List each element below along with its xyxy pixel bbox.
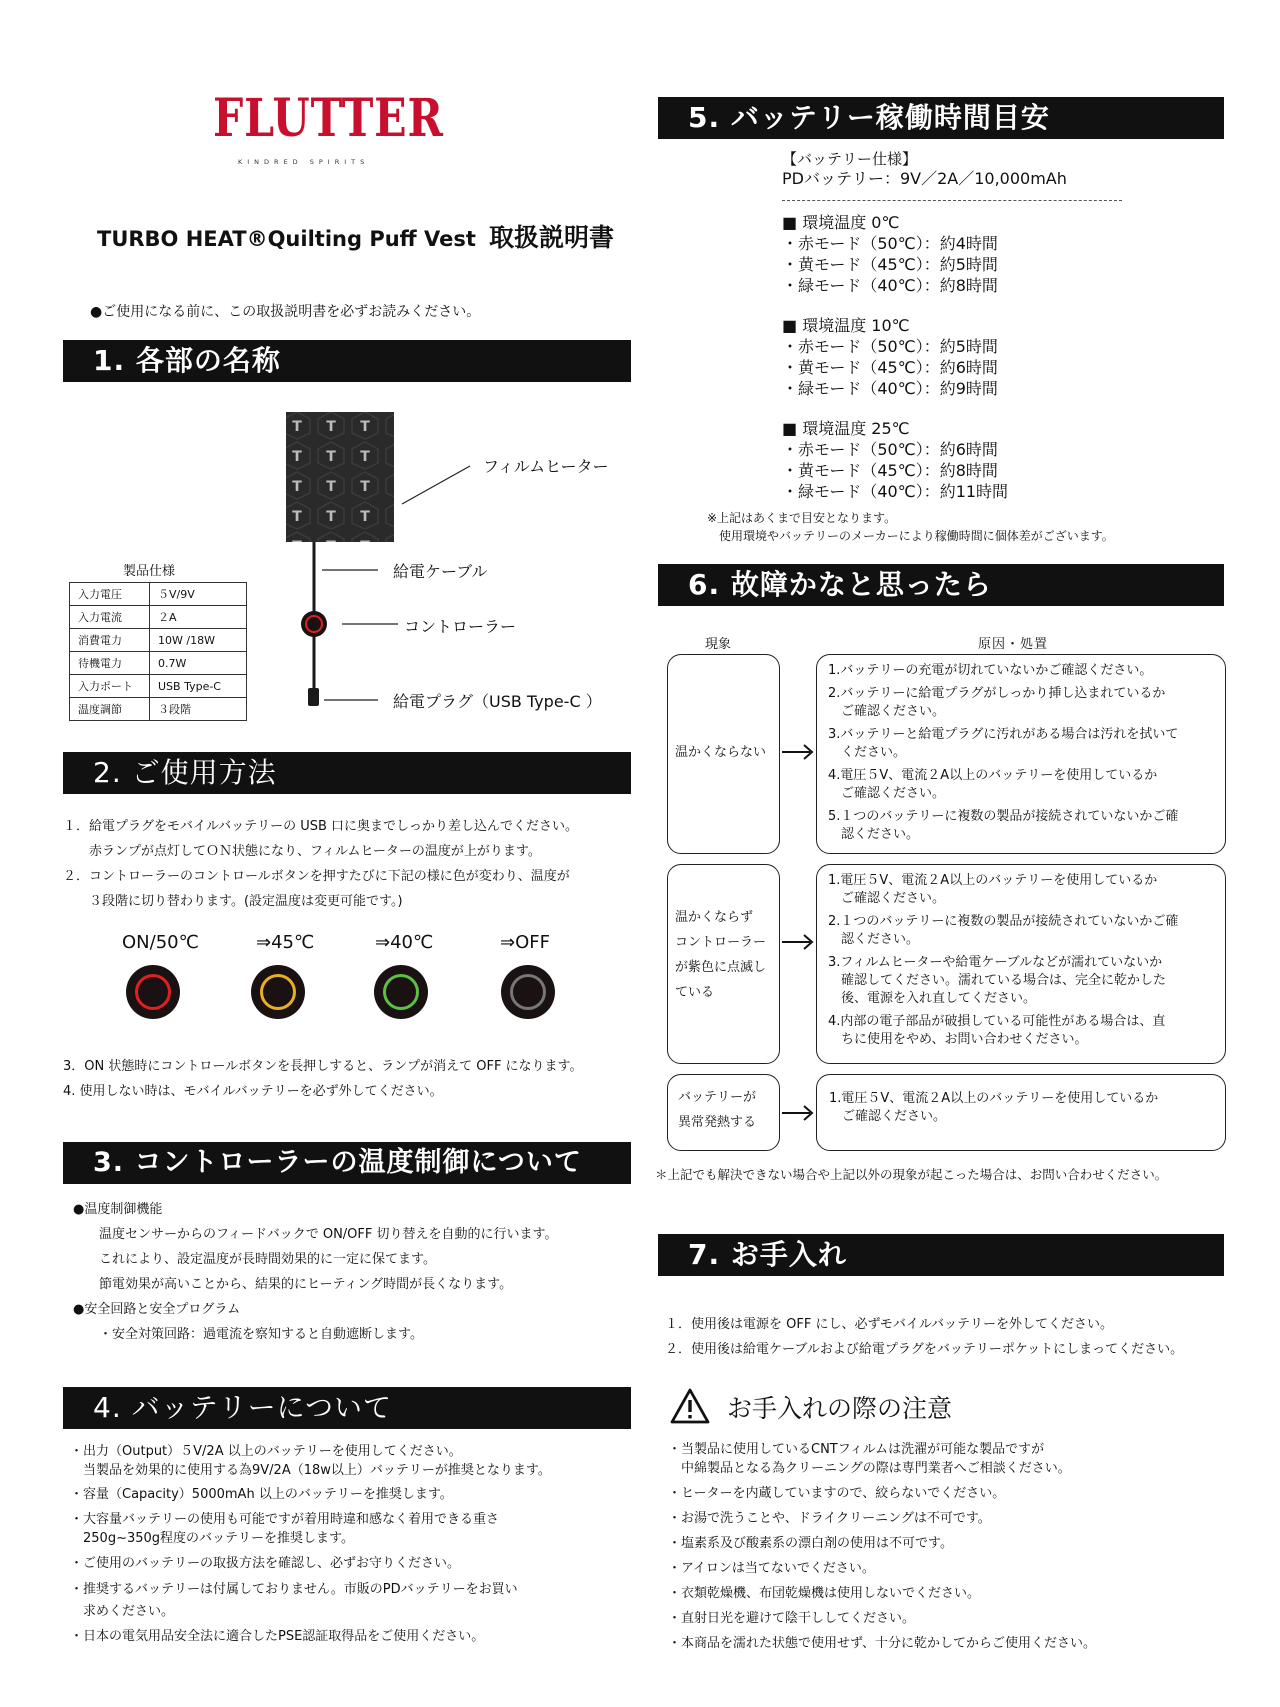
temp-line: ●安全回路と安全プログラム bbox=[73, 1302, 241, 1317]
cause-box-2 bbox=[816, 1074, 1226, 1151]
mode-label-45: ⇒45℃ bbox=[256, 932, 315, 953]
battery-line: ・出力（Output）５V/2A 以上のバッテリーを使用してください。 bbox=[70, 1444, 462, 1459]
runtime-note-1: ※上記はあくまで目安となります。 bbox=[707, 511, 897, 525]
spec-value: ３段階 bbox=[150, 698, 247, 721]
arrow-icon bbox=[780, 740, 818, 764]
symptom-line: 異常発熱する bbox=[678, 1115, 757, 1130]
brand-logo bbox=[213, 88, 494, 149]
battery-line: 求めください。 bbox=[70, 1604, 175, 1619]
mode-ring-light bbox=[383, 974, 419, 1010]
controller-off-ring bbox=[501, 965, 555, 1019]
battery-spec-head: 【バッテリー仕様】 bbox=[782, 150, 918, 168]
battery-line: ・推奨するバッテリーは付属しておりません。市販のPDバッテリーをお買い bbox=[70, 1582, 518, 1597]
section-7-title: 7. お手入れ bbox=[658, 1234, 1224, 1276]
mode-ring-light bbox=[510, 974, 546, 1010]
usage-line: 4. 使用しない時は、モバイルバッテリーを必ず外してください。 bbox=[63, 1084, 443, 1099]
spec-key: 消費電力 bbox=[70, 629, 150, 652]
battery-line: 当製品を効果的に使用する為9V/2A（18w以上）バッテリーが推奨となります。 bbox=[70, 1463, 551, 1478]
cause-item: 5.１つのバッテリーに複数の製品が接続されていないかご確 認ください。 bbox=[828, 809, 1179, 842]
usage-steps-2 bbox=[63, 1054, 583, 1104]
spec-key: 温度調節 bbox=[70, 698, 150, 721]
battery-spec-value: PDバッテリー：9V／2A／10,000mAh bbox=[782, 169, 1067, 188]
cause-item: 4.電圧５V、電流２A以上のバッテリーを使用しているか ご確認ください。 bbox=[828, 768, 1158, 801]
spec-row bbox=[70, 698, 247, 721]
spec-value: ５V/9V bbox=[150, 583, 247, 606]
runtime-row: ・黄モード（45℃）：約8時間 bbox=[782, 461, 998, 480]
care-line: ２．使用後は給電ケーブルおよび給電プラグをバッテリーポケットにしまってください。 bbox=[665, 1342, 1184, 1357]
caution-item: ・当製品に使用しているCNTフィルムは洗濯が可能な製品ですが 中綿製品となる為クリーニングの際は専門業者へご相談ください。 bbox=[668, 1442, 1071, 1476]
product-name: TURBO HEAT®Quilting Puff Vest bbox=[97, 227, 476, 251]
spec-key: 入力電圧 bbox=[70, 583, 150, 606]
symptom-text bbox=[678, 1085, 756, 1135]
cause-item: 1.電圧５V、電流２A以上のバッテリーを使用しているか ご確認ください。 bbox=[828, 873, 1158, 906]
section-3-title: 3. コントローラーの温度制御について bbox=[63, 1142, 631, 1184]
runtime-row: ・赤モード（50℃）：約5時間 bbox=[782, 337, 998, 356]
spec-value: 0.7W bbox=[150, 652, 247, 675]
mode-label-on: ON/50℃ bbox=[122, 932, 199, 953]
spec-row bbox=[70, 606, 247, 629]
label-plug: 給電プラグ（USB Type-C ） bbox=[393, 692, 602, 711]
cause-item: 3.フィルムヒーターや給電ケーブルなどが濡れていないか 確認してください。濡れている場合は、完全に乾かした 後、電源を入れ直してください。 bbox=[828, 955, 1167, 1006]
spec-row bbox=[70, 629, 247, 652]
controller-red-ring bbox=[126, 965, 180, 1019]
temp-line: これにより、設定温度が長時間効果的に一定に保てます。 bbox=[73, 1252, 436, 1267]
spec-key: 入力ポート bbox=[70, 675, 150, 698]
symptom-line: が紫色に点滅し bbox=[675, 960, 767, 975]
symptom-text bbox=[675, 740, 766, 765]
cause-list bbox=[829, 1090, 1158, 1131]
cause-box-1 bbox=[816, 864, 1226, 1064]
usb-plug-diagram bbox=[308, 688, 319, 706]
cause-box-0 bbox=[816, 654, 1226, 854]
usage-line: ２．コントローラーのコントロールボタンを押すたびに下記の様に色が変わり、温度が bbox=[63, 869, 570, 884]
col-symptom: 現象 bbox=[705, 637, 732, 652]
runtime-group-0 bbox=[782, 212, 998, 296]
label-controller: コントローラー bbox=[404, 617, 517, 636]
runtime-group-1 bbox=[782, 315, 998, 399]
battery-line: ・大容量バッテリーの使用も可能ですが着用時違和感なく着用できる重さ bbox=[70, 1512, 500, 1527]
symptom-box-0 bbox=[667, 654, 780, 854]
controller-green-ring bbox=[374, 965, 428, 1019]
spec-row bbox=[70, 652, 247, 675]
mode-ring-light bbox=[260, 974, 296, 1010]
symptom-box-2 bbox=[667, 1074, 780, 1151]
arrow-icon bbox=[780, 930, 818, 954]
cause-item: 4.内部の電子部品が破損している可能性がある場合は、直 ちに使用をやめ、お問い合わせください。 bbox=[828, 1014, 1166, 1047]
caution-item: ・衣類乾燥機、布団乾燥機は使用しないでください。 bbox=[668, 1586, 981, 1601]
symptom-line: 温かくならず bbox=[675, 910, 754, 925]
runtime-row: ・赤モード（50℃）：約6時間 bbox=[782, 440, 998, 459]
cause-item: 2.１つのバッテリーに複数の製品が接続されていないかご確 認ください。 bbox=[828, 914, 1179, 947]
spec-key: 待機電力 bbox=[70, 652, 150, 675]
caution-item: ・アイロンは当てないでください。 bbox=[668, 1561, 875, 1576]
section-4-title: 4. バッテリーについて bbox=[63, 1387, 631, 1429]
symptom-box-1 bbox=[667, 864, 780, 1064]
symptom-line: 温かくならない bbox=[675, 745, 767, 760]
usage-line: ３段階に切り替わります。(設定温度は変更可能です。) bbox=[63, 894, 403, 909]
battery-spec-divider bbox=[782, 200, 1122, 201]
temp-line: ●温度制御機能 bbox=[73, 1202, 163, 1217]
controller-yellow-ring bbox=[251, 965, 305, 1019]
runtime-row: ・緑モード（40℃）：約8時間 bbox=[782, 276, 998, 295]
cause-item: 1.バッテリーの充電が切れていないかご確認ください。 bbox=[828, 663, 1153, 678]
brand-name: FLUTTER bbox=[213, 88, 444, 149]
runtime-row: ・黄モード（45℃）：約6時間 bbox=[782, 358, 998, 377]
spec-value: ２A bbox=[150, 606, 247, 629]
caution-item: ・塩素系及び酸素系の漂白剤の使用は不可です。 bbox=[668, 1536, 953, 1551]
section-5-title: 5. バッテリー稼働時間目安 bbox=[658, 97, 1224, 139]
battery-line: ・ご使用のバッテリーの取扱方法を確認し、必ずお守りください。 bbox=[70, 1556, 461, 1571]
doc-title bbox=[97, 218, 614, 254]
cause-list bbox=[828, 872, 1178, 1054]
spec-row bbox=[70, 675, 247, 698]
spec-row bbox=[70, 583, 247, 606]
temp-line: ・安全対策回路：過電流を察知すると自動遮断します。 bbox=[73, 1327, 423, 1342]
cause-item: 3.バッテリーと給電プラグに汚れがある場合は汚れを拭いて ください。 bbox=[828, 727, 1179, 760]
warning-icon bbox=[670, 1388, 710, 1424]
runtime-note bbox=[707, 509, 1114, 545]
mode-label-off: ⇒OFF bbox=[500, 932, 550, 953]
caution-title: お手入れの際の注意 bbox=[727, 1394, 953, 1423]
usage-line: １．給電プラグをモバイルバッテリーの USB 口に奥までしっかり差し込んでください。 bbox=[63, 819, 579, 834]
symptom-line: バッテリーが bbox=[678, 1090, 757, 1105]
label-film-heater: フィルムヒーター bbox=[483, 457, 609, 476]
battery-line: ・容量（Capacity）5000mAh 以上のバッテリーを推奨します。 bbox=[70, 1487, 453, 1502]
brand-tagline: KINDRED SPIRITS bbox=[238, 158, 370, 166]
caution-list bbox=[668, 1440, 1096, 1659]
doc-type: 取扱説明書 bbox=[488, 223, 614, 252]
spec-key: 入力電流 bbox=[70, 606, 150, 629]
label-cable: 給電ケーブル bbox=[393, 562, 488, 581]
usage-line: 3．ON 状態時にコントロールボタンを長押しすると、ランプが消えて OFF になります。 bbox=[63, 1059, 583, 1074]
mode-label-40: ⇒40℃ bbox=[375, 932, 434, 953]
cause-item: 1.電圧５V、電流２A以上のバッテリーを使用しているか ご確認ください。 bbox=[829, 1091, 1159, 1124]
battery-line: ・日本の電気用品安全法に適合したPSE認証取得品をご使用ください。 bbox=[70, 1629, 485, 1644]
battery-text bbox=[70, 1442, 551, 1646]
runtime-row: ・赤モード（50℃）：約4時間 bbox=[782, 234, 998, 253]
temp-control-text bbox=[73, 1197, 557, 1347]
temp-line: 温度センサーからのフィードバックで ON/OFF 切り替えを自動的に行います。 bbox=[73, 1227, 558, 1242]
section-2-title: 2. ご使用方法 bbox=[63, 752, 631, 794]
symptom-text bbox=[675, 905, 766, 1005]
troubleshoot-footnote: ＊上記でも解決できない場合や上記以外の現象が起こった場合は、お問い合わせください。 bbox=[655, 1167, 1168, 1182]
battery-spec bbox=[782, 150, 1067, 189]
temp-line: 節電効果が高いことから、結果的にヒーティング時間が長くなります。 bbox=[73, 1277, 513, 1292]
runtime-row: ・緑モード（40℃）：約9時間 bbox=[782, 379, 998, 398]
battery-line: 250g~350g程度のバッテリーを推奨します。 bbox=[70, 1531, 354, 1546]
cause-item: 2.バッテリーに給電プラグがしっかり挿し込まれているか ご確認ください。 bbox=[828, 686, 1166, 719]
runtime-env: ■ 環境温度 0℃ bbox=[782, 213, 900, 232]
usage-line: 赤ランプが点灯してＯＮ状態になり、フィルムヒーターの温度が上がります。 bbox=[63, 844, 541, 859]
film-heater-panel bbox=[286, 412, 394, 542]
symptom-line: コントローラー bbox=[675, 935, 767, 950]
caution-item: ・本商品を濡れた状態で使用せず、十分に乾かしてからご使用ください。 bbox=[668, 1636, 1096, 1651]
runtime-env: ■ 環境温度 25℃ bbox=[782, 419, 910, 438]
arrow-icon bbox=[780, 1101, 818, 1125]
mode-ring-light bbox=[135, 974, 171, 1010]
runtime-row: ・黄モード（45℃）：約5時間 bbox=[782, 255, 998, 274]
section-1-title: 1. 各部の名称 bbox=[63, 340, 631, 382]
symptom-line: ている bbox=[675, 985, 715, 1000]
caution-item: ・ヒーターを内蔵していますので、絞らないでください。 bbox=[668, 1486, 1006, 1501]
usage-steps bbox=[63, 814, 578, 914]
runtime-group-2 bbox=[782, 418, 1008, 502]
section-6-title: 6. 故障かなと思ったら bbox=[658, 564, 1224, 606]
controller-button-diagram bbox=[301, 611, 327, 637]
caution-item: ・直射日光を避けて陰干ししてください。 bbox=[668, 1611, 916, 1626]
spec-value: USB Type-C bbox=[150, 675, 247, 698]
spec-table bbox=[69, 582, 247, 721]
spec-value: 10W /18W bbox=[150, 629, 247, 652]
runtime-row: ・緑モード（40℃）：約11時間 bbox=[782, 482, 1009, 501]
cause-list bbox=[828, 662, 1178, 849]
col-cause: 原因・処置 bbox=[978, 637, 1049, 652]
caution-item: ・お湯で洗うことや、ドライクリーニングは不可です。 bbox=[668, 1511, 991, 1526]
care-steps bbox=[665, 1312, 1183, 1362]
runtime-env: ■ 環境温度 10℃ bbox=[782, 316, 910, 335]
read-notice: ●ご使用になる前に、この取扱説明書を必ずお読みください。 bbox=[90, 304, 481, 320]
care-line: １．使用後は電源を OFF にし、必ずモバイルバッテリーを外してください。 bbox=[665, 1317, 1114, 1332]
runtime-note-2: 使用環境やバッテリーのメーカーにより稼働時間に個体差がございます。 bbox=[707, 529, 1114, 543]
spec-title: 製品仕様 bbox=[123, 564, 176, 579]
